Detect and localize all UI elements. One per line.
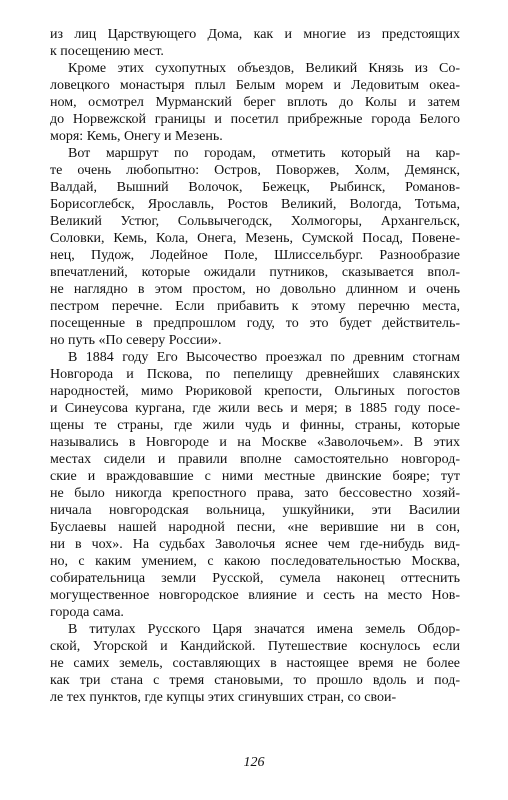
text-line: но путь «По северу России».: [50, 333, 222, 348]
text-line: Соловки, Кемь, Кола, Онега, Мезень, Сумской Посад, Повене-: [50, 231, 460, 246]
text-line: к посещению мест.: [50, 44, 164, 59]
text-line: Валдай, Вышний Волочок, Бежецк, Рыбинск, Романов-: [50, 180, 460, 195]
text-line: Буслаевы нашей народной песни, «не верившие ни в сон,: [50, 520, 460, 535]
text-line: ловецкого монастыря плыл Белым морем и Ледовитым океа-: [50, 78, 460, 93]
paragraph: [50, 145, 460, 349]
text-line: собирательница земли Русской, сумела наконец оттеснить: [50, 571, 460, 586]
text-line: города сама.: [50, 605, 124, 620]
text-line: ном, осмотрел Мурманский берег вплоть до Колы и затем: [50, 95, 460, 110]
text-line: Вот маршрут по городам, отметить который на кар-: [68, 146, 460, 161]
text-line: те очень любопытно: Остров, Поворжев, Холм, Демянск,: [50, 163, 460, 178]
paragraph: [50, 621, 460, 706]
text-line: ле тех пунктов, где купцы этих сгинувших стран, со свои-: [50, 690, 397, 705]
text-line: ни в чох». На судьбах Заволочья яснее чем где-нибудь вид-: [50, 537, 460, 552]
text-line: щены те страны, где жили чудь и финны, страны, которые: [50, 418, 460, 433]
paragraph: [50, 60, 460, 145]
text-line: нец, Пудож, Лодейное Поле, Шлиссельбург. Разнообразие: [50, 248, 460, 263]
paragraph: [50, 349, 460, 621]
text-line: до Норвежской границы и посетил прибрежные города Белого: [50, 112, 460, 127]
text-line: и Синеусова кургана, где жили весь и меря; в 1885 году посе-: [50, 401, 460, 416]
text-line: Кроме этих сухопутных объездов, Великий Князь из Со-: [68, 61, 460, 76]
text-line: местах сидели и правили вполне самостоятельно новгород-: [50, 452, 460, 467]
text-line: могущественное новгородское влияние и сесть на место Нов-: [50, 588, 460, 603]
text-line: ничала новгородская вольница, ушкуйники, эти Василии: [50, 503, 460, 518]
text-line: но, с каким умением, с какою последовательностью Москва,: [50, 554, 460, 569]
text-line: не было никогда крепостного права, зато бессовестно хозяй-: [50, 486, 460, 501]
text-line: В 1884 году Его Высочество проезжал по древним стогнам: [68, 350, 460, 365]
text-line: не самих земель, составляющих в настоящее время не более: [50, 656, 460, 671]
text-line: моря: Кемь, Онегу и Мезень.: [50, 129, 223, 144]
text-line: Великий Устюг, Сольвычегодск, Холмогоры, Архангельск,: [50, 214, 460, 229]
page-text: [50, 26, 460, 706]
text-line: ской, Угорской и Кандийской. Путешествие коснулось если: [50, 639, 460, 654]
text-line: Новгорода и Пскова, по пепелищу древнейших славянских: [50, 367, 460, 382]
text-line: впечатлений, которые ожидали путников, сказывается впол-: [50, 265, 460, 280]
text-line: народностей, мимо Рюриковой крепости, Ольгиных погостов: [50, 384, 460, 399]
text-line: Борисоглебск, Ярославль, Ростов Великий, Вологда, Тотьма,: [50, 197, 460, 212]
text-line: ские и враждовавшие с ними местные двинские бояре; тут: [50, 469, 460, 484]
text-line: как три стана с тремя становыми, то прошло вдоль и под-: [50, 673, 460, 688]
paragraph: [50, 26, 460, 60]
text-line: посещенные в предпрошлом году, то это будет действитель-: [50, 316, 460, 331]
text-line: не наглядно в этом простом, но довольно длинном и очень: [50, 282, 460, 297]
text-line: назывались в Новгороде и на Москве «Заволочьем». В этих: [50, 435, 460, 450]
text-line: В титулах Русского Царя значатся имена земель Обдор-: [68, 622, 460, 637]
page-number: 126: [243, 755, 265, 770]
text-line: из лиц Царствующего Дома, как и многие из предстоящих: [50, 27, 460, 42]
text-line: пестром перечне. Если прибавить к этому перечню места,: [50, 299, 460, 314]
